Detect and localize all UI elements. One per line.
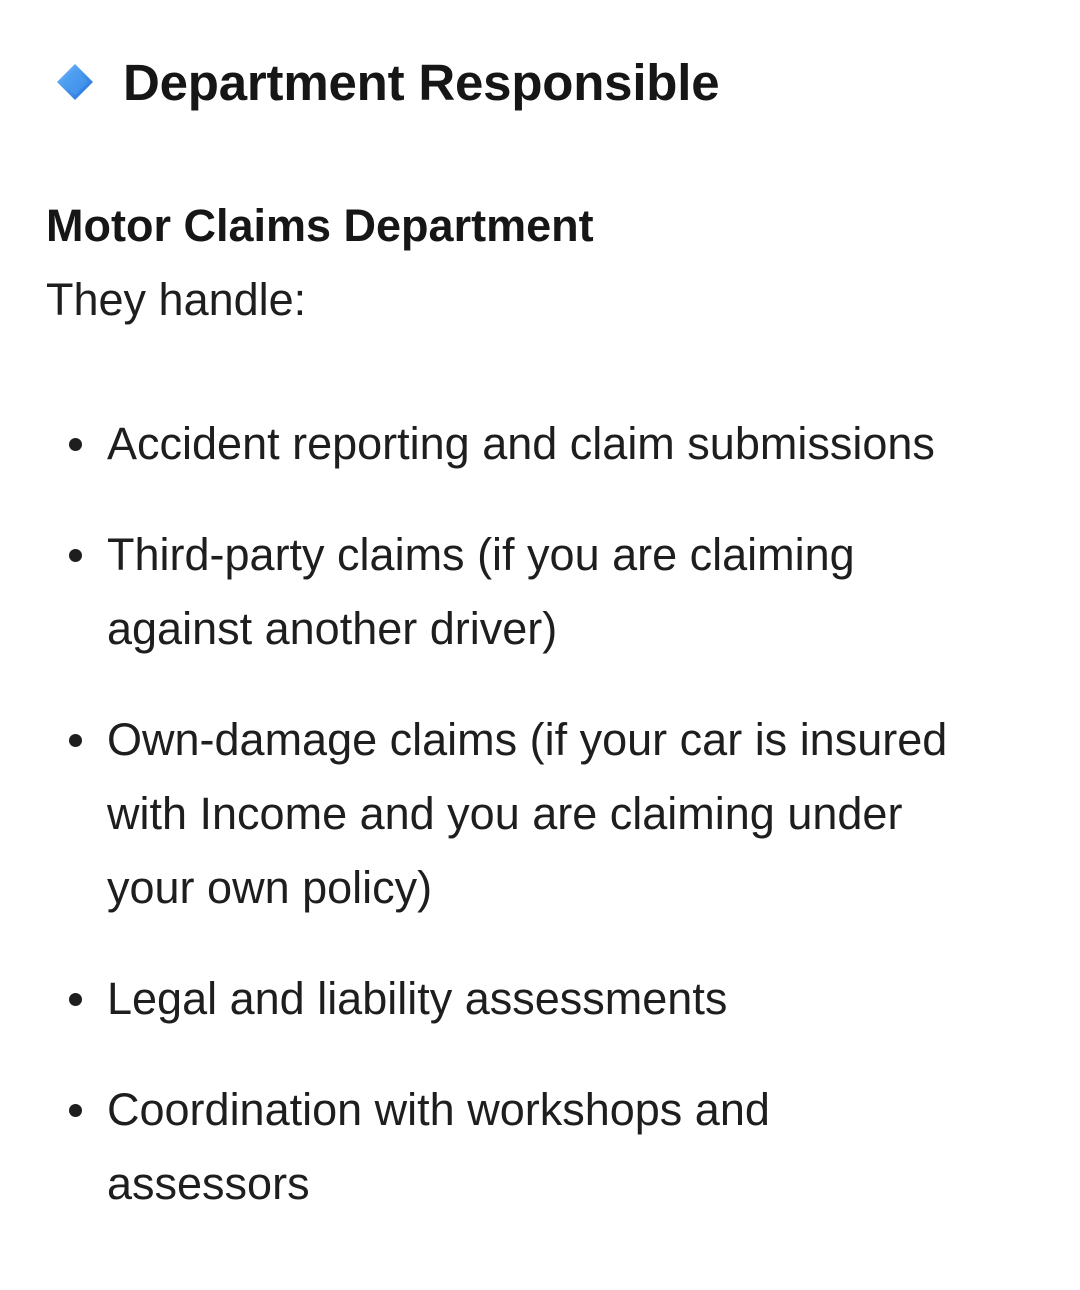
list-item-text: your own policy)	[107, 862, 433, 913]
list-item-text: with Income and you are claiming under	[107, 788, 903, 839]
small-blue-diamond-icon	[56, 63, 94, 101]
list-item	[107, 703, 1057, 925]
list-item	[107, 1073, 1057, 1221]
list-item-text: assessors	[107, 1158, 310, 1209]
list-item-text: Own-damage claims (if your car is insured	[107, 714, 948, 765]
bullet-dot	[69, 549, 82, 562]
intro-text: They handle:	[46, 274, 307, 325]
section-title: Department Responsible	[123, 53, 720, 111]
list-item	[107, 962, 1057, 1036]
section-heading	[56, 52, 719, 112]
bullet-dot	[69, 734, 82, 747]
list-item-text: Accident reporting and claim submissions	[107, 418, 935, 469]
list-item-text: against another driver)	[107, 603, 558, 654]
bullet-dot	[69, 993, 82, 1006]
bullet-dot	[69, 1104, 82, 1117]
list-item	[107, 407, 1057, 481]
list-item-text: Third-party claims (if you are claiming	[107, 529, 855, 580]
bullet-dot	[69, 438, 82, 451]
list-item-text: Coordination with workshops and	[107, 1084, 770, 1135]
list-item	[107, 518, 1057, 666]
department-name: Motor Claims Department	[46, 200, 594, 251]
list-item-text: Legal and liability assessments	[107, 973, 728, 1024]
